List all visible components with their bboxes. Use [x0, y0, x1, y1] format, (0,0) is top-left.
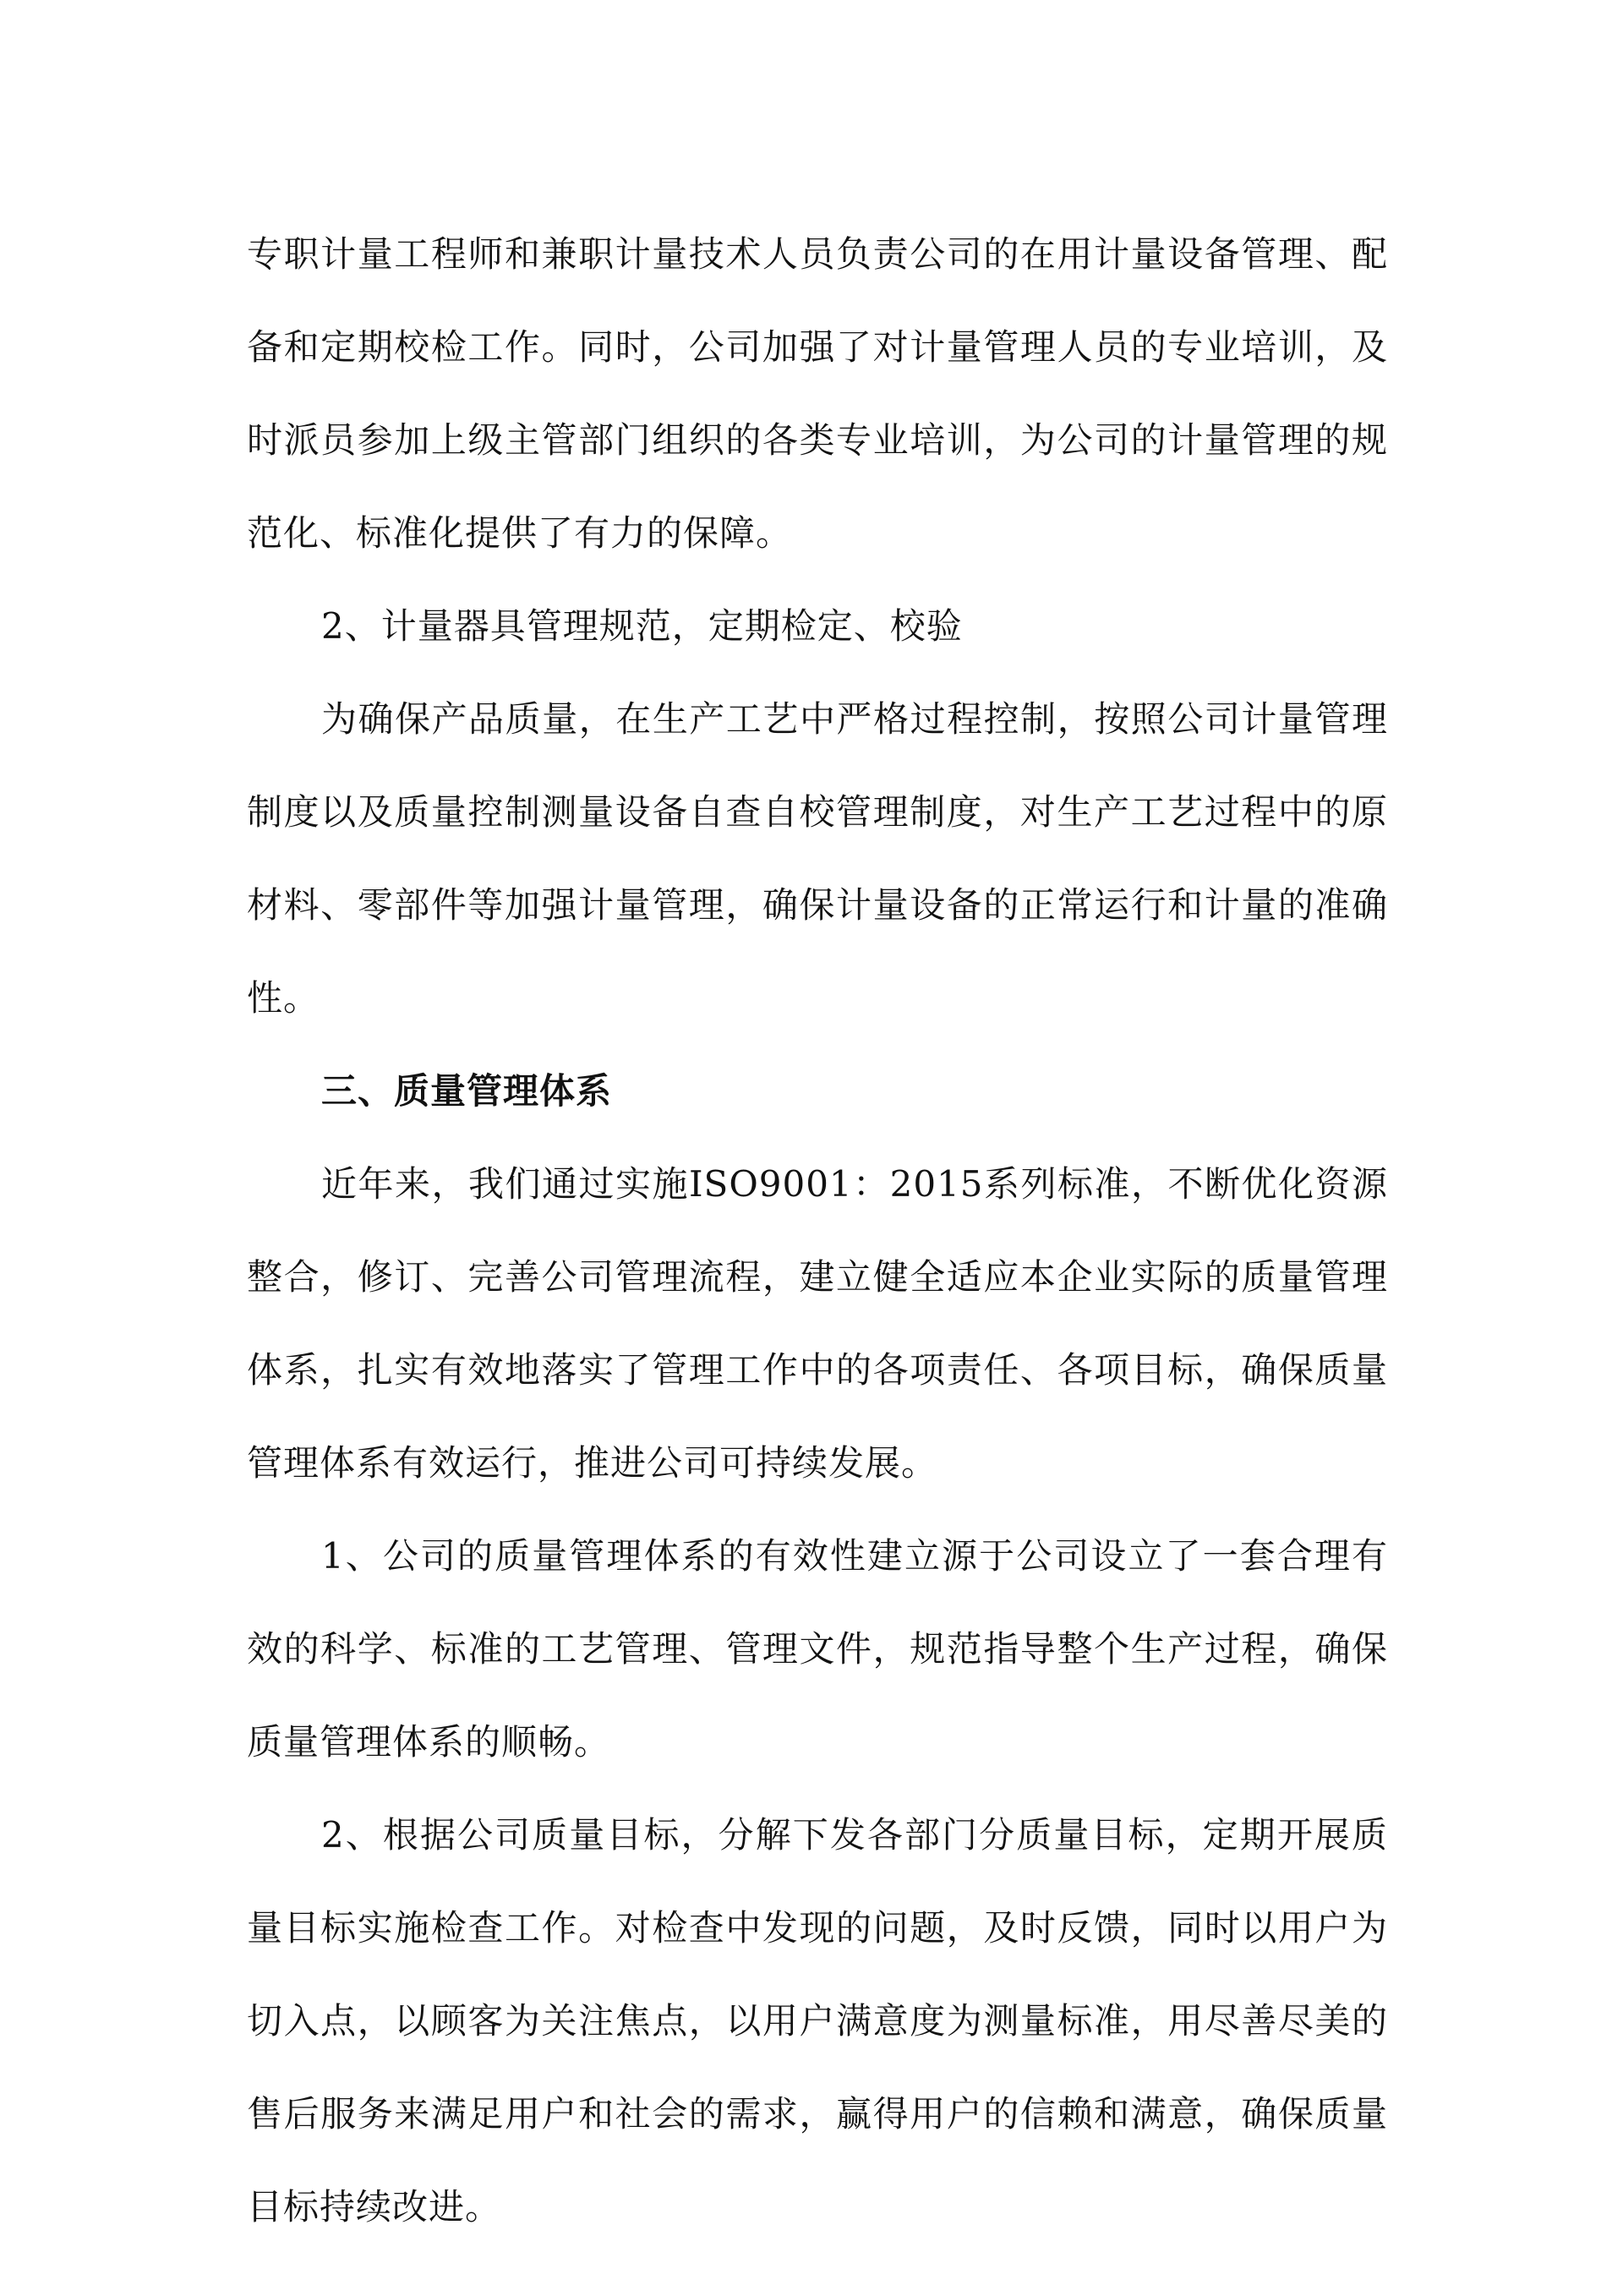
paragraph-system-effectiveness: 1、公司的质量管理体系的有效性建立源于公司设立了一套合理有效的科学、标准的工艺管理、管理文件，规范指导整个生产过程，确保质量管理体系的顺畅。	[247, 1535, 1388, 1763]
paragraph-iso9001: 近年来，我们通过实施ISO9001：2015系列标准，不断优化资源整合，修订、完善公司管理流程，建立健全适应本企业实际的质量管理体系，扎实有效地落实了管理工作中的各项责任、各项目标，确保质量管理体系有效运行，推进公司可持续发展。	[247, 1163, 1388, 1484]
paragraph-process-control: 为确保产品质量，在生产工艺中严格过程控制，按照公司计量管理制度以及质量控制测量设备自查自校管理制度，对生产工艺过程中的原材料、零部件等加强计量管理，确保计量设备的正常运行和计量的准确性。	[247, 698, 1388, 1019]
section-heading-quality-system: 三、质量管理体系	[321, 1070, 613, 1112]
paragraph-metrology-staff: 专职计量工程师和兼职计量技术人员负责公司的在用计量设备管理、配备和定期校检工作。同时，公司加强了对计量管理人员的专业培训，及时派员参加上级主管部门组织的各类专业培训，为公司的计量管理的规范化、标准化提供了有力的保障。	[247, 233, 1388, 554]
subheading-instrument-management: 2、计量器具管理规范，定期检定、校验	[321, 605, 963, 647]
paragraph-quality-targets: 2、根据公司质量目标，分解下发各部门分质量目标，定期开展质量目标实施检查工作。对检查中发现的问题，及时反馈，同时以用户为切入点，以顾客为关注焦点，以用户满意度为测量标准，用尽善尽美的售后服务来满足用户和社会的需求，赢得用户的信赖和满意，确保质量目标持续改进。	[247, 1814, 1388, 2228]
document-body	[247, 208, 1388, 2254]
